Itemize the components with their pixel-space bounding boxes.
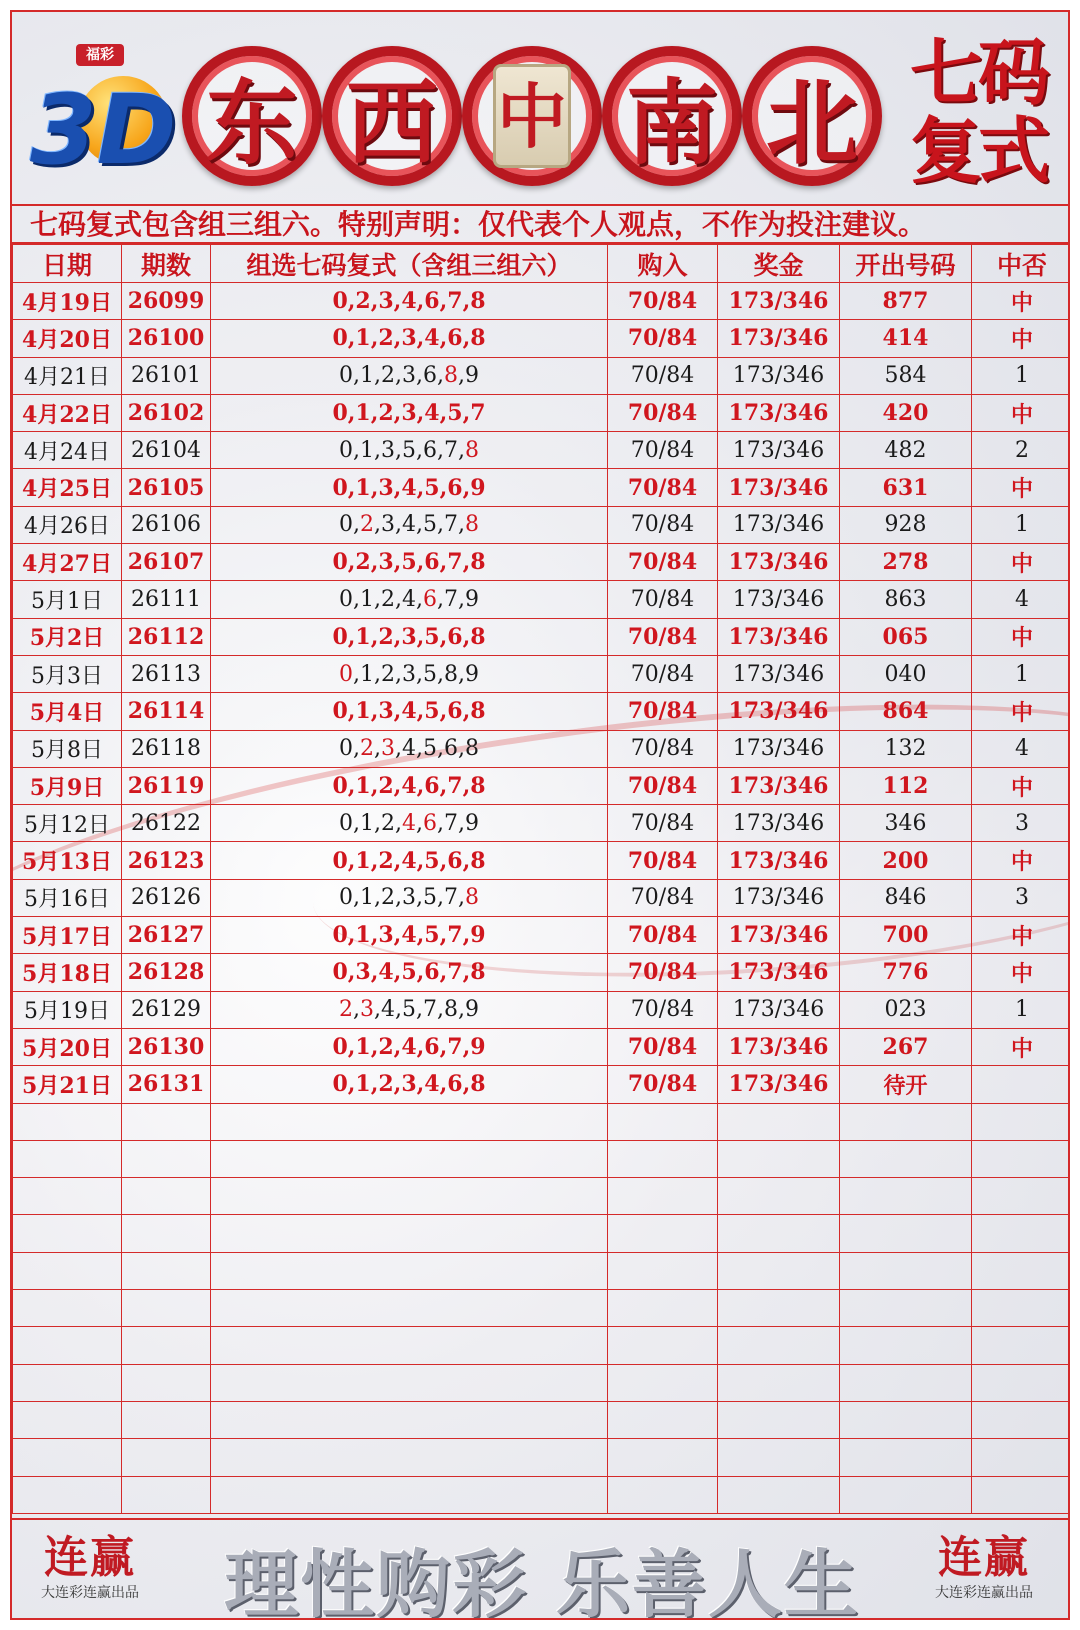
empty-cell <box>122 1252 211 1289</box>
cell-drawn: 584 <box>840 357 972 394</box>
cell-date: 5月20日 <box>13 1028 122 1065</box>
empty-cell <box>122 1476 211 1513</box>
cell-drawn: 863 <box>840 581 972 618</box>
cell-result: 中 <box>972 842 1071 879</box>
empty-cell <box>211 1215 608 1252</box>
empty-cell <box>972 1215 1071 1252</box>
cell-buy: 70/84 <box>608 991 718 1028</box>
cell-prize: 173/346 <box>718 1028 840 1065</box>
col-buy: 购入 <box>608 245 718 283</box>
table-header-row <box>13 245 1071 283</box>
empty-cell <box>211 1439 608 1476</box>
empty-cell <box>608 1140 718 1177</box>
cell-date: 4月24日 <box>13 432 122 469</box>
col-date: 日期 <box>13 245 122 283</box>
cell-result: 中 <box>972 693 1071 730</box>
cell-combo: 0,2,3,4,5,6,8 <box>211 730 608 767</box>
ring-north: 北 <box>742 46 882 186</box>
cell-date: 5月4日 <box>13 693 122 730</box>
cell-prize: 173/346 <box>718 693 840 730</box>
cell-drawn: 267 <box>840 1028 972 1065</box>
cell-prize: 173/346 <box>718 842 840 879</box>
empty-cell <box>122 1178 211 1215</box>
cell-buy: 70/84 <box>608 320 718 357</box>
table-body <box>13 283 1071 1514</box>
cell-combo: 0,1,2,3,5,8,9 <box>211 655 608 692</box>
cell-combo: 0,2,3,4,6,7,8 <box>211 283 608 320</box>
empty-cell <box>13 1327 122 1364</box>
cell-combo: 0,2,3,5,6,7,8 <box>211 544 608 581</box>
empty-cell <box>211 1103 608 1140</box>
cell-combo: 0,1,2,3,4,6,8 <box>211 320 608 357</box>
empty-cell <box>122 1439 211 1476</box>
cell-result: 中 <box>972 320 1071 357</box>
cell-date: 4月22日 <box>13 394 122 431</box>
cell-prize: 173/346 <box>718 954 840 991</box>
cell-buy: 70/84 <box>608 655 718 692</box>
table-row <box>13 283 1071 320</box>
empty-cell <box>972 1327 1071 1364</box>
cell-result: 中 <box>972 1028 1071 1065</box>
cell-drawn: 877 <box>840 283 972 320</box>
cell-prize: 173/346 <box>718 544 840 581</box>
brand-logo-right <box>924 1532 1044 1602</box>
table-row <box>13 432 1071 469</box>
empty-row <box>13 1215 1071 1252</box>
table-row <box>13 767 1071 804</box>
empty-cell <box>122 1140 211 1177</box>
table-row <box>13 917 1071 954</box>
cell-prize: 173/346 <box>718 879 840 916</box>
cell-drawn: 776 <box>840 954 972 991</box>
empty-cell <box>840 1103 972 1140</box>
cell-drawn: 132 <box>840 730 972 767</box>
cell-result: 1 <box>972 357 1071 394</box>
cell-issue: 26111 <box>122 581 211 618</box>
table-row <box>13 394 1071 431</box>
cell-combo: 0,1,2,3,4,5,7 <box>211 394 608 431</box>
col-combo: 组选七码复式（含组三组六） <box>211 245 608 283</box>
cell-issue: 26119 <box>122 767 211 804</box>
empty-cell <box>13 1178 122 1215</box>
empty-cell <box>972 1476 1071 1513</box>
empty-cell <box>972 1439 1071 1476</box>
empty-cell <box>972 1140 1071 1177</box>
empty-cell <box>211 1364 608 1401</box>
empty-cell <box>718 1327 840 1364</box>
cell-buy: 70/84 <box>608 879 718 916</box>
table-row <box>13 544 1071 581</box>
brand-left-name: 连赢 <box>44 1532 136 1583</box>
empty-cell <box>122 1327 211 1364</box>
empty-cell <box>122 1401 211 1438</box>
cell-buy: 70/84 <box>608 618 718 655</box>
empty-cell <box>718 1290 840 1327</box>
empty-cell <box>718 1215 840 1252</box>
cell-date: 5月3日 <box>13 655 122 692</box>
cell-issue: 26112 <box>122 618 211 655</box>
cell-buy: 70/84 <box>608 357 718 394</box>
empty-cell <box>211 1476 608 1513</box>
cell-buy: 70/84 <box>608 283 718 320</box>
cell-buy: 70/84 <box>608 693 718 730</box>
logo-text: 3D <box>30 74 177 186</box>
cell-issue: 26105 <box>122 469 211 506</box>
empty-cell <box>211 1252 608 1289</box>
cell-buy: 70/84 <box>608 842 718 879</box>
cell-result: 3 <box>972 805 1071 842</box>
cell-combo: 0,1,2,3,6,8,9 <box>211 357 608 394</box>
cell-result: 3 <box>972 879 1071 916</box>
cell-prize: 173/346 <box>718 581 840 618</box>
cell-issue: 26099 <box>122 283 211 320</box>
empty-cell <box>840 1439 972 1476</box>
empty-cell <box>211 1327 608 1364</box>
table-row <box>13 618 1071 655</box>
table-row <box>13 320 1071 357</box>
cell-buy: 70/84 <box>608 730 718 767</box>
empty-cell <box>211 1290 608 1327</box>
empty-cell <box>608 1364 718 1401</box>
cell-drawn: 414 <box>840 320 972 357</box>
empty-cell <box>972 1178 1071 1215</box>
empty-cell <box>840 1215 972 1252</box>
empty-cell <box>840 1290 972 1327</box>
empty-cell <box>13 1401 122 1438</box>
cell-date: 5月19日 <box>13 991 122 1028</box>
cell-buy: 70/84 <box>608 1066 718 1103</box>
cell-issue: 26122 <box>122 805 211 842</box>
empty-cell <box>718 1252 840 1289</box>
slogan: 理性购彩 乐善人生 <box>224 1542 860 1620</box>
cell-combo: 0,1,3,4,5,7,9 <box>211 917 608 954</box>
cell-combo: 0,1,2,3,5,6,8 <box>211 618 608 655</box>
cell-date: 4月21日 <box>13 357 122 394</box>
poster-frame <box>10 10 1070 1620</box>
empty-cell <box>840 1140 972 1177</box>
empty-cell <box>718 1178 840 1215</box>
table-row <box>13 805 1071 842</box>
empty-row <box>13 1178 1071 1215</box>
cell-drawn: 040 <box>840 655 972 692</box>
cell-result: 4 <box>972 581 1071 618</box>
cell-buy: 70/84 <box>608 432 718 469</box>
cell-buy: 70/84 <box>608 506 718 543</box>
cell-buy: 70/84 <box>608 917 718 954</box>
empty-cell <box>122 1103 211 1140</box>
empty-cell <box>13 1476 122 1513</box>
cell-combo: 0,2,3,4,5,7,8 <box>211 506 608 543</box>
empty-cell <box>972 1290 1071 1327</box>
cell-issue: 26107 <box>122 544 211 581</box>
empty-cell <box>840 1401 972 1438</box>
cell-date: 4月27日 <box>13 544 122 581</box>
empty-cell <box>608 1252 718 1289</box>
cell-date: 5月2日 <box>13 618 122 655</box>
empty-cell <box>840 1476 972 1513</box>
empty-cell <box>608 1439 718 1476</box>
cell-drawn: 112 <box>840 767 972 804</box>
cell-combo: 0,1,2,3,4,6,8 <box>211 1066 608 1103</box>
empty-cell <box>972 1401 1071 1438</box>
cell-issue: 26104 <box>122 432 211 469</box>
empty-cell <box>13 1290 122 1327</box>
cell-combo: 0,1,3,5,6,7,8 <box>211 432 608 469</box>
cell-issue: 26118 <box>122 730 211 767</box>
cell-drawn: 864 <box>840 693 972 730</box>
table-row <box>13 879 1071 916</box>
cell-result: 中 <box>972 954 1071 991</box>
empty-cell <box>608 1327 718 1364</box>
cell-result: 中 <box>972 767 1071 804</box>
empty-row <box>13 1327 1071 1364</box>
disclaimer-notice: 七码复式包含组三组六。特别声明：仅代表个人观点，不作为投注建议。 <box>12 204 1070 244</box>
cell-date: 4月19日 <box>13 283 122 320</box>
empty-cell <box>972 1364 1071 1401</box>
cell-drawn: 420 <box>840 394 972 431</box>
empty-cell <box>13 1439 122 1476</box>
cell-combo: 0,1,3,4,5,6,9 <box>211 469 608 506</box>
ring-east: 东 <box>182 46 322 186</box>
cell-buy: 70/84 <box>608 394 718 431</box>
cell-combo: 0,1,2,4,6,7,9 <box>211 1028 608 1065</box>
cell-date: 5月21日 <box>13 1066 122 1103</box>
table-row <box>13 655 1071 692</box>
empty-row <box>13 1140 1071 1177</box>
empty-cell <box>13 1103 122 1140</box>
empty-cell <box>608 1103 718 1140</box>
cell-result: 中 <box>972 618 1071 655</box>
cell-result: 1 <box>972 655 1071 692</box>
empty-cell <box>13 1252 122 1289</box>
empty-cell <box>972 1252 1071 1289</box>
cell-result: 中 <box>972 469 1071 506</box>
table-row <box>13 1028 1071 1065</box>
table-row <box>13 730 1071 767</box>
cell-result: 1 <box>972 991 1071 1028</box>
cell-prize: 173/346 <box>718 394 840 431</box>
cell-date: 5月12日 <box>13 805 122 842</box>
cell-drawn: 278 <box>840 544 972 581</box>
empty-cell <box>211 1140 608 1177</box>
logo-tag: 福彩 <box>76 44 124 66</box>
empty-cell <box>718 1401 840 1438</box>
cell-result: 中 <box>972 917 1071 954</box>
cell-drawn: 待开 <box>840 1066 972 1103</box>
results-table <box>12 244 1070 1514</box>
cell-prize: 173/346 <box>718 730 840 767</box>
cell-date: 5月18日 <box>13 954 122 991</box>
cell-issue: 26129 <box>122 991 211 1028</box>
cell-drawn: 928 <box>840 506 972 543</box>
empty-cell <box>13 1215 122 1252</box>
cell-issue: 26128 <box>122 954 211 991</box>
table-row <box>13 954 1071 991</box>
empty-cell <box>608 1215 718 1252</box>
brand-left-sub: 大连彩连赢出品 <box>41 1585 139 1601</box>
cell-combo: 0,1,2,4,6,7,9 <box>211 581 608 618</box>
empty-cell <box>122 1290 211 1327</box>
empty-cell <box>840 1327 972 1364</box>
cell-date: 5月16日 <box>13 879 122 916</box>
cell-combo: 0,1,2,4,6,7,8 <box>211 767 608 804</box>
empty-cell <box>972 1103 1071 1140</box>
cell-prize: 173/346 <box>718 767 840 804</box>
cell-issue: 26126 <box>122 879 211 916</box>
empty-cell <box>122 1364 211 1401</box>
table-row <box>13 469 1071 506</box>
empty-row <box>13 1401 1071 1438</box>
cell-date: 4月25日 <box>13 469 122 506</box>
cell-combo: 0,1,2,4,6,7,9 <box>211 805 608 842</box>
cell-buy: 70/84 <box>608 954 718 991</box>
cell-combo: 0,1,2,4,5,6,8 <box>211 842 608 879</box>
cell-issue: 26123 <box>122 842 211 879</box>
col-prize: 奖金 <box>718 245 840 283</box>
cell-result <box>972 1066 1071 1103</box>
cell-issue: 26114 <box>122 693 211 730</box>
empty-cell <box>718 1140 840 1177</box>
cell-drawn: 023 <box>840 991 972 1028</box>
cell-issue: 26113 <box>122 655 211 692</box>
empty-row <box>13 1439 1071 1476</box>
cell-drawn: 700 <box>840 917 972 954</box>
cell-prize: 173/346 <box>718 469 840 506</box>
cell-drawn: 200 <box>840 842 972 879</box>
cell-prize: 173/346 <box>718 357 840 394</box>
brand-logo-left <box>30 1532 150 1602</box>
table-row <box>13 581 1071 618</box>
side-title-line2: 复式 <box>909 109 1046 193</box>
brand-right-name: 连赢 <box>938 1532 1030 1583</box>
cell-prize: 173/346 <box>718 283 840 320</box>
cell-issue: 26101 <box>122 357 211 394</box>
cell-drawn: 065 <box>840 618 972 655</box>
empty-cell <box>211 1178 608 1215</box>
empty-cell <box>608 1401 718 1438</box>
empty-cell <box>608 1178 718 1215</box>
cell-date: 5月8日 <box>13 730 122 767</box>
table-row <box>13 1066 1071 1103</box>
cell-buy: 70/84 <box>608 805 718 842</box>
table-row <box>13 991 1071 1028</box>
empty-cell <box>718 1364 840 1401</box>
cell-prize: 173/346 <box>718 655 840 692</box>
empty-cell <box>13 1140 122 1177</box>
cell-prize: 173/346 <box>718 618 840 655</box>
cell-issue: 26102 <box>122 394 211 431</box>
empty-cell <box>840 1252 972 1289</box>
cell-combo: 0,3,4,5,6,7,8 <box>211 954 608 991</box>
col-drawn: 开出号码 <box>840 245 972 283</box>
empty-row <box>13 1364 1071 1401</box>
cell-drawn: 846 <box>840 879 972 916</box>
col-result: 中否 <box>972 245 1071 283</box>
side-title-line1: 七码 <box>909 31 1046 115</box>
col-issue: 期数 <box>122 245 211 283</box>
poster-footer <box>12 1518 1070 1620</box>
cell-buy: 70/84 <box>608 767 718 804</box>
cell-drawn: 346 <box>840 805 972 842</box>
direction-rings <box>182 40 882 190</box>
table-row <box>13 842 1071 879</box>
cell-prize: 173/346 <box>718 320 840 357</box>
cell-result: 中 <box>972 283 1071 320</box>
cell-combo: 0,1,2,3,5,7,8 <box>211 879 608 916</box>
cell-buy: 70/84 <box>608 1028 718 1065</box>
cell-prize: 173/346 <box>718 991 840 1028</box>
empty-row <box>13 1252 1071 1289</box>
table-row <box>13 506 1071 543</box>
cell-date: 5月17日 <box>13 917 122 954</box>
cell-result: 4 <box>972 730 1071 767</box>
cell-issue: 26131 <box>122 1066 211 1103</box>
empty-cell <box>718 1439 840 1476</box>
empty-cell <box>122 1215 211 1252</box>
empty-cell <box>718 1476 840 1513</box>
ring-west: 西 <box>322 46 462 186</box>
ring-south: 南 <box>602 46 742 186</box>
cell-buy: 70/84 <box>608 544 718 581</box>
cell-buy: 70/84 <box>608 469 718 506</box>
ring-center: 中 <box>462 46 602 186</box>
empty-cell <box>718 1103 840 1140</box>
empty-cell <box>608 1290 718 1327</box>
table-row <box>13 357 1071 394</box>
lottery-3d-logo <box>28 42 177 186</box>
cell-issue: 26130 <box>122 1028 211 1065</box>
empty-row <box>13 1476 1071 1513</box>
table-row <box>13 693 1071 730</box>
cell-result: 1 <box>972 506 1071 543</box>
cell-prize: 173/346 <box>718 917 840 954</box>
cell-prize: 173/346 <box>718 1066 840 1103</box>
cell-combo: 2,3,4,5,7,8,9 <box>211 991 608 1028</box>
cell-prize: 173/346 <box>718 805 840 842</box>
side-title <box>898 31 1058 193</box>
cell-issue: 26106 <box>122 506 211 543</box>
cell-result: 中 <box>972 394 1071 431</box>
empty-row <box>13 1103 1071 1140</box>
empty-cell <box>211 1401 608 1438</box>
cell-prize: 173/346 <box>718 432 840 469</box>
cell-date: 5月9日 <box>13 767 122 804</box>
cell-date: 5月1日 <box>13 581 122 618</box>
cell-combo: 0,1,3,4,5,6,8 <box>211 693 608 730</box>
empty-cell <box>840 1178 972 1215</box>
poster-header <box>12 12 1070 204</box>
cell-buy: 70/84 <box>608 581 718 618</box>
cell-drawn: 482 <box>840 432 972 469</box>
cell-prize: 173/346 <box>718 506 840 543</box>
cell-issue: 26127 <box>122 917 211 954</box>
empty-cell <box>13 1364 122 1401</box>
empty-cell <box>608 1476 718 1513</box>
cell-result: 中 <box>972 544 1071 581</box>
empty-cell <box>840 1364 972 1401</box>
brand-right-sub: 大连彩连赢出品 <box>935 1585 1033 1601</box>
cell-date: 4月20日 <box>13 320 122 357</box>
cell-date: 5月13日 <box>13 842 122 879</box>
cell-drawn: 631 <box>840 469 972 506</box>
empty-row <box>13 1290 1071 1327</box>
cell-result: 2 <box>972 432 1071 469</box>
cell-issue: 26100 <box>122 320 211 357</box>
cell-date: 4月26日 <box>13 506 122 543</box>
